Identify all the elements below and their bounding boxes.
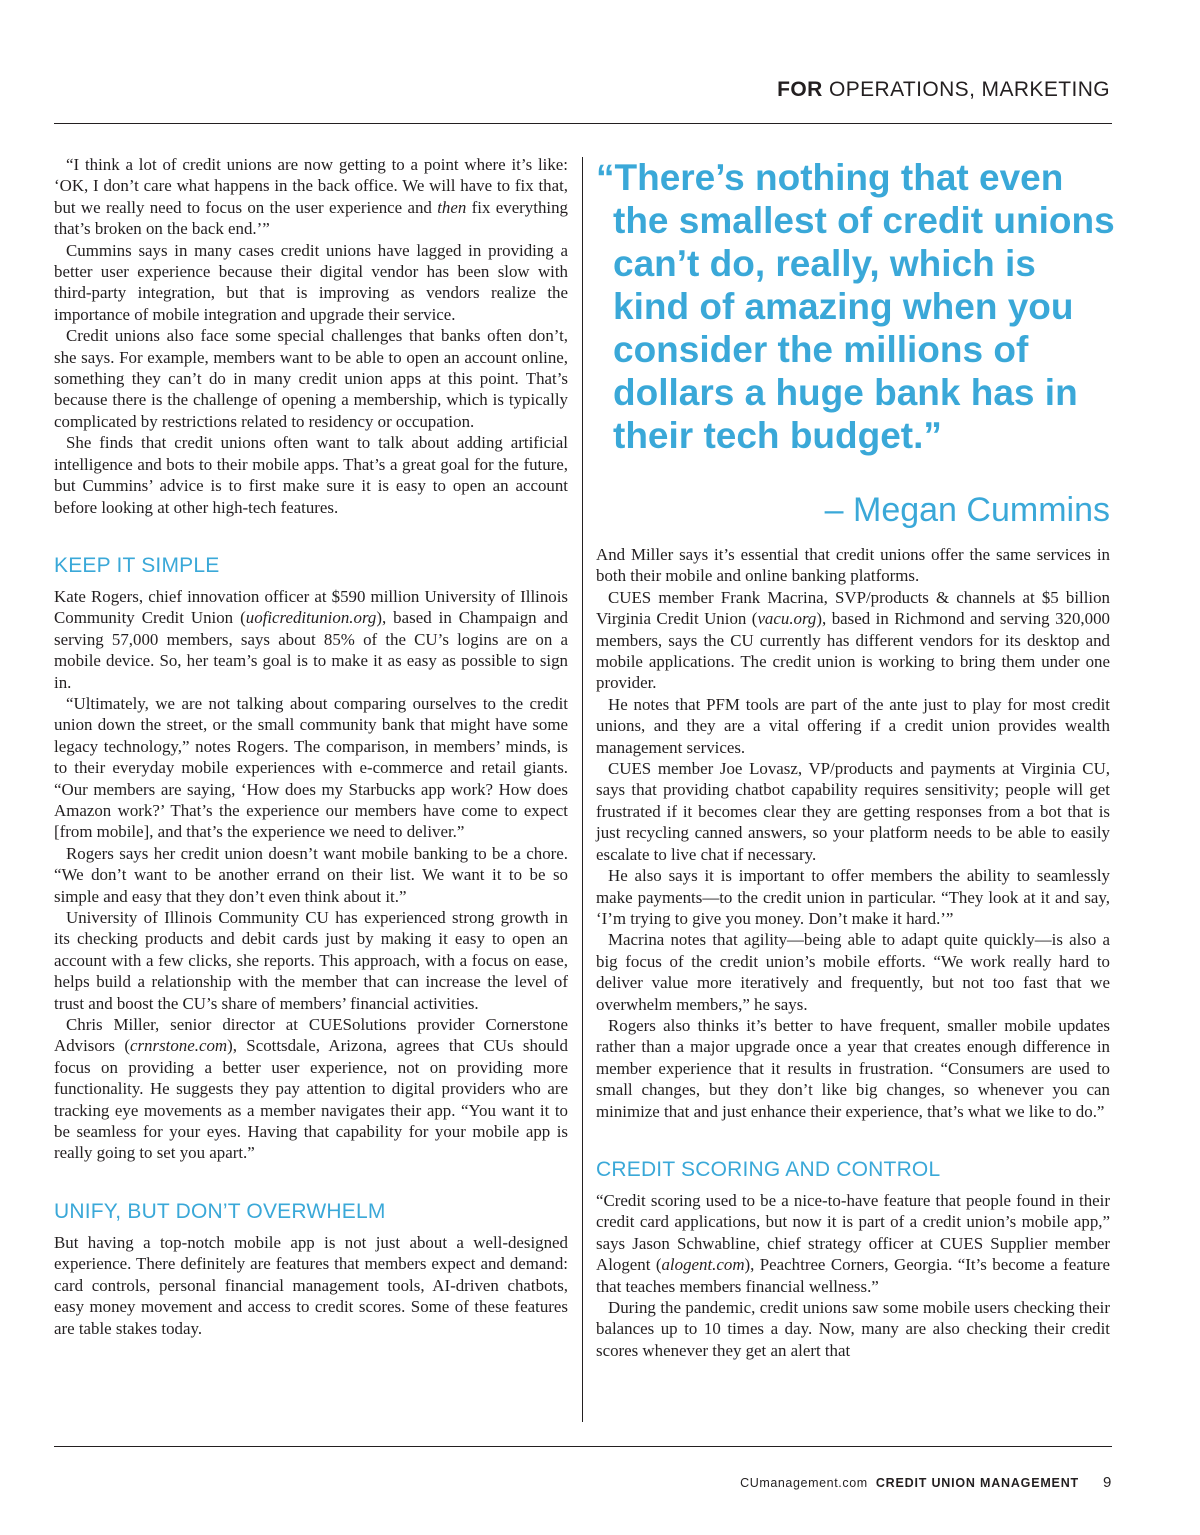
right-column — [596, 544, 1110, 1361]
section-for-label: FOR — [777, 78, 823, 101]
paragraph: Cummins says in many cases credit unions have lagged in providing a better user experience because their digital vendor has been slow with third-party integration, but that is improving as vendors realize the importance of mobile integration and upgrade their service. — [54, 240, 568, 324]
paragraph: Rogers says her credit union doesn’t want mobile banking to be a chore. “We don’t want to be another errand on their list. We want it to be so simple and easy that they don’t even think about it.” — [54, 843, 568, 906]
section-heading: CREDIT SCORING AND CONTROL — [596, 1157, 941, 1181]
paragraph: “Credit scoring used to be a nice-to-have feature that people found in their credit card applications, but now it is part of a credit union’s mobile app,” says Jason Schwabline, chief strategy officer at CUES Supplier member Alogent (alogent.com), Peachtree Corners, Georgia. “It’s become a feature that teaches members financial wellness.” — [596, 1190, 1111, 1296]
section-heading: KEEP IT SIMPLE — [54, 553, 220, 577]
paragraph: She finds that credit unions often want to talk about adding artificial intelligence and bots to their mobile apps. That’s a great goal for the future, but Cummins’ advice is to first make sure it is easy to open an account before looking at other high-tech features. — [54, 433, 568, 517]
paragraph: Kate Rogers, chief innovation officer at $590 million University of Illinois Community Credit Union (uoficreditunion.org), based in Champaign and serving 57,000 members, says about 85% of the CU’s logins are on a mobile device. So, her team’s goal is to make it as easy as possible to sign in. — [54, 586, 568, 692]
paragraph: CUES member Joe Lovasz, VP/products and payments at Virginia CU, says that providing chatbot capability requires sensitivity; people will get frustrated if it becomes clear they are getting responses from a bot that is just recycling canned answers, so your platform needs to be able to easily escalate to live chat if necessary. — [596, 759, 1110, 864]
footer-publication: CREDIT UNION MANAGEMENT — [875, 1476, 1079, 1490]
paragraph: Rogers also thinks it’s better to have frequent, smaller mobile updates rather than a major upgrade once a year that creates enough difference in member experience that it results in frustration. “Consumers are used to small changes, but they don’t like big changes, so whenever you can minimize that and just enhance their experience, that’s what we like to do.” — [596, 1015, 1110, 1121]
paragraph: University of Illinois Community CU has experienced strong growth in its checking products and debit cards just by making it easy to open an account with a few clicks, she reports. This approach, with a focus on ease, helps build a relationship with the member that can increase the level of trust and boost the CU’s share of members’ financial activities. — [54, 908, 568, 1013]
page-number: 9 — [1103, 1474, 1112, 1491]
paragraph: CUES member Frank Macrina, SVP/products & channels at $5 billion Virginia Credit Union (vacu.org), based in Richmond and serving 320,000 members, says the CU currently has different vendors for its desktop and mobile applications. The credit union is working to bring them under one provider. — [596, 587, 1110, 693]
paragraph: He notes that PFM tools are part of the ante just to play for most credit unions, and they are a vital offering if a credit union provides wealth management services. — [596, 694, 1110, 757]
paragraph: “I think a lot of credit unions are now getting to a point where it’s like: ‘OK, I don’t care what happens in the back office. We will have to fix that, but we really need to focus on the user experience and then fix everything that’s broken on the back end.’” — [54, 155, 568, 239]
paragraph: He also says it is important to offer members the ability to seamlessly make payments—to the credit union in particular. “They look at it and say, ‘I’m trying to give you money. Don’t make it hard.’” — [596, 866, 1110, 928]
left-column — [54, 154, 568, 1339]
paragraph: During the pandemic, credit unions saw some mobile users checking their balances up to 10 times a day. Now, many are also checking their credit scores whenever they get an alert that — [596, 1298, 1110, 1360]
paragraph: “Ultimately, we are not talking about comparing ourselves to the credit union down the street, or the small community bank that might have some legacy technology,” notes Rogers. The comparison, in members’ minds, is to their everyday mobile experiences with e-commerce and retail giants. “Our members are saying, ‘How does my Starbucks app work? How does Amazon work?’ That’s the experience our members have come to expect [from mobile], and that’s the experience we need to deliver.” — [54, 693, 568, 842]
section-category: OPERATIONS, MARKETING — [828, 78, 1110, 101]
paragraph: Chris Miller, senior director at CUESolutions provider Cornerstone Advisors (crnrstone.com), Scottsdale, Arizona, agrees that CUs should focus on providing a better user experience, not on providing more functionality. He suggests they pay attention to digital providers who are tracking eye movements as a member navigates their app. “You want it to be seamless for your eyes. Having that capability for your mobile app is really going to set you apart.” — [54, 1015, 568, 1163]
header-rule — [54, 123, 1112, 124]
paragraph: Macrina notes that agility—being able to adapt quite quickly—is also a big focus of the credit union’s mobile efforts. “We work really hard to deliver value more iteratively and frequently, but not too fast that we overwhelm members,” he says. — [596, 930, 1110, 1014]
page-footer — [740, 1474, 1112, 1491]
column-divider — [582, 157, 583, 1422]
paragraph: And Miller says it’s essential that credit unions offer the same services in both their mobile and online banking platforms. — [596, 545, 1110, 586]
section-heading: UNIFY, BUT DON’T OVERWHELM — [54, 1199, 386, 1223]
section-label — [777, 78, 1110, 102]
footer-rule — [54, 1446, 1112, 1447]
pull-quote-text: “There’s nothing that even the smallest of credit unions can’t do, really, which is kind of amazing when you consider the millions of dollars a huge bank has in their tech budget.” — [596, 157, 1115, 456]
pull-quote-attribution: – Megan Cummins — [824, 491, 1110, 529]
paragraph: Credit unions also face some special challenges that banks often don’t, she says. For example, members want to be able to open an account online, something they can’t do in many credit union apps at this point. That’s because there is the challenge of opening a membership, which is typically complicated by restrictions related to residency or occupation. — [54, 326, 568, 431]
paragraph: But having a top-notch mobile app is not just about a well-designed experience. There definitely are features that members expect and demand: card controls, personal financial management tools, AI-driven chatbots, easy money movement and access to credit scores. Some of these features are table stakes today. — [54, 1232, 568, 1338]
footer-site: CUmanagement.com — [740, 1476, 868, 1490]
pull-quote — [596, 156, 1116, 532]
